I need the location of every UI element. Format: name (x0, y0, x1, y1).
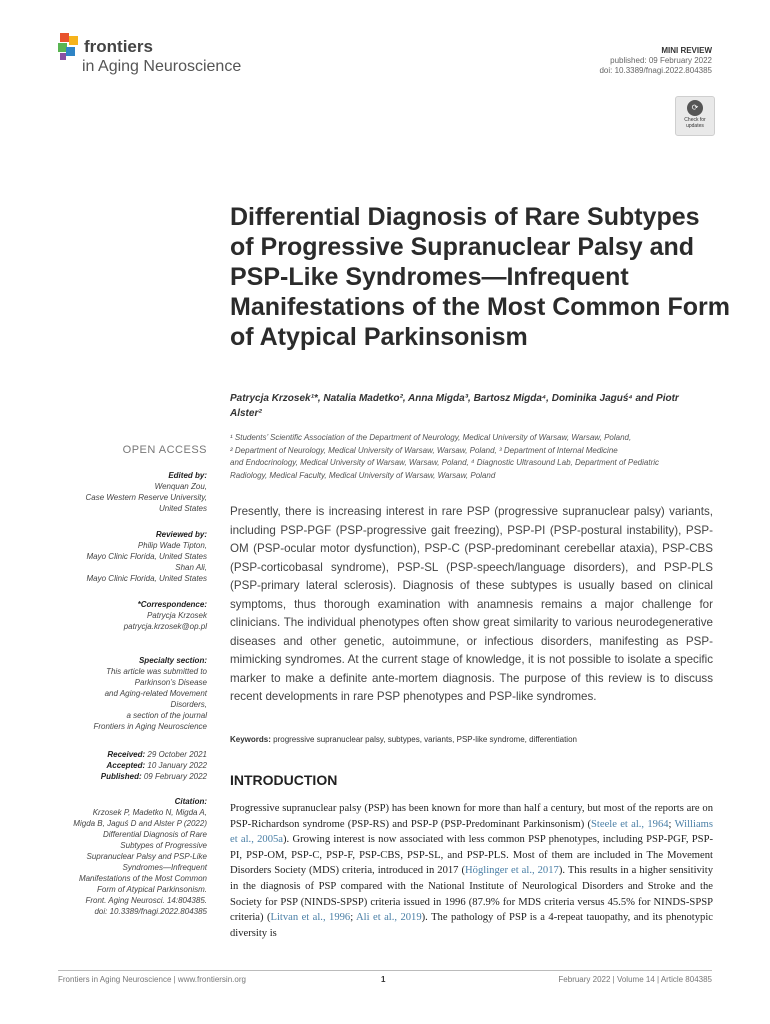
accepted-date (27, 760, 207, 771)
published-date: published: 09 February 2022 (610, 56, 712, 65)
specialty-line: This article was submitted to (106, 667, 207, 676)
editor-line: Wenquan Zou, (154, 482, 207, 491)
citation-link[interactable]: Steele et al., 1964 (591, 818, 669, 830)
affiliations (230, 432, 715, 482)
affiliation-line: ¹ Students’ Scientific Association of the Department of Neurology, Medical University of Warsaw, Warsaw, Poland, (230, 433, 632, 442)
specialty-line: a section of the journal (126, 711, 207, 720)
intro-text-segment: ). Growing interest is now associated with less common PSP phenotypes, including PSP-PGF, PSP-PI, PSP-OM, PSP-C, PSP-F, PSP-CBS, PSP-SL, and PSP-PLS. Most of them are included in The Movement Disorders Society (MDS) criteria, introduced in 2017 ( (230, 834, 713, 877)
citation-link[interactable]: Williams et al., 2005a (230, 818, 714, 846)
keywords (230, 735, 713, 744)
specialty-heading: Specialty section: (138, 656, 207, 665)
affiliation-line: ² Department of Neurology, Medical University of Warsaw, Warsaw, Poland, ³ Department of Internal Medicine (230, 445, 618, 455)
frontiers-logo-icon (58, 33, 80, 61)
doi[interactable]: doi: 10.3389/fnagi.2022.804385 (599, 66, 712, 75)
citation-heading: Citation: (174, 797, 207, 806)
abstract: Presently, there is increasing interest in rare PSP (progressive supranuclear palsy) variants, including PSP-PGF (PSP-progressive gait freezing), PSP-PI (PSP-postural instability), PSP-OM (PSP-ocular motor dysfunction), PSP-C (PSP-predominant cerebellar ataxia), PSP-CBS (PSP-corticobasal syndrome), PSP-SL (PSP-speech/language disorders), and PSP-PLS (PSP-primary lateral sclerosis). Diagnosis of these subtypes is usually based on clinical symptoms, thus thorough examination with anamnesis remains a major challenge for clinicians. The individual phenotypes often show great similarity to various neurodegenerative diseases and other genetic, autoimmune, or infectious disorders, manifesting as PSP-mimicking syndromes. At the current stage of knowledge, it is not possible to isolate a specific marker to make a definite ante-mortem diagnosis. The purpose of this review is to discuss recent developments in rare PSP phenotypes and PSP-like syndromes. (230, 505, 713, 703)
intro-text-segment: Progressive supranuclear palsy (PSP) has been known for more than half a century, but most of the reports are on PSP-Richardson syndrome (PSP-RS) and PSP-P (PSP-Predominant Parkinsonism) ( (230, 803, 713, 830)
correspondence-heading: *Correspondence: (137, 600, 207, 609)
specialty-line: Parkinson’s Disease (134, 678, 207, 687)
citation-line: Manifestations of the Most Common (78, 874, 207, 883)
citation-link[interactable]: Litvan et al., 1996 (270, 912, 351, 924)
citation-line: Differential Diagnosis of Rare (102, 830, 207, 839)
specialty-line: Frontiers in Aging Neuroscience (93, 722, 207, 731)
introduction-heading: INTRODUCTION (230, 772, 338, 788)
citation-section (27, 796, 207, 917)
specialty-line: and Aging-related Movement (104, 689, 207, 698)
accepted-value: 10 January 2022 (145, 761, 207, 770)
reviewer-line: Mayo Clinic Florida, United States (86, 574, 207, 583)
affiliation-line: Radiology, Medical Faculty, Medical University of Warsaw, Warsaw, Poland (230, 470, 496, 480)
correspondence-section (27, 599, 207, 632)
editor-line: Case Western Reserve University, (85, 493, 207, 502)
citation-line: Supranuclear Palsy and PSP-Like (86, 852, 207, 861)
article-meta (599, 46, 712, 76)
dates-section (27, 749, 207, 782)
check-for-updates-button[interactable] (675, 96, 715, 136)
intro-text-segment: ). This results in a higher sensitivity in the diagnosis of PSP compared with the National Institute of Neurological Disorders and Stroke and the Society for PSP (NINDS-SPSP) criteria issued in 1996 (87.9% for MDS criteria versus 45.5% for NINDS-SPSP criteria) ( (230, 865, 713, 924)
footer-issue-info: February 2022 | Volume 14 | Article 804385 (558, 975, 712, 984)
footer-journal-site[interactable]: Frontiers in Aging Neuroscience | www.frontiersin.org (58, 975, 246, 984)
citation-line: Krzosek P, Madetko N, Migda A, (92, 808, 207, 817)
citation-link[interactable]: Ali et al., 2019 (356, 912, 422, 924)
correspondent-name: Patrycja Krzosek (146, 611, 207, 620)
published-value: 09 February 2022 (141, 772, 207, 781)
reviewer-line: Mayo Clinic Florida, United States (86, 552, 207, 561)
correspondent-email[interactable]: patrycja.krzosek@op.pl (123, 622, 207, 631)
citation-line: Front. Aging Neurosci. 14:804385. (85, 896, 207, 905)
keywords-list: progressive supranuclear palsy, subtypes, variants, PSP-like syndrome, differentiation (270, 735, 577, 744)
citation-link[interactable]: Höglinger et al., 2017 (465, 865, 559, 877)
page-number: 1 (381, 975, 386, 984)
intro-text-segment: ; (668, 818, 675, 830)
introduction-text (230, 801, 713, 941)
specialty-line: Disorders, (170, 700, 207, 709)
reviewer-line: Shan Ali, (175, 563, 207, 572)
citation-line: Subtypes of Progressive (120, 841, 207, 850)
intro-text-segment: ; (350, 912, 357, 924)
published-sidebar-date (27, 771, 207, 782)
open-access-label: OPEN ACCESS (122, 444, 207, 456)
citation-doi[interactable]: doi: 10.3389/fnagi.2022.804385 (94, 907, 207, 916)
intro-text-segment: ). The pathology of PSP is a 4-repeat tauopathy, and its phenotypic diversity is (230, 912, 713, 939)
keywords-label: Keywords: (230, 735, 271, 744)
check-updates-icon: ⟳ (687, 100, 703, 116)
received-date (27, 749, 207, 760)
article-title: Differential Diagnosis of Rare Subtypes of Progressive Supranuclear Palsy and PSP-Like Syndromes—Infrequent Manifestations of the Most Common Form of Atypical Parkinsonism (230, 203, 730, 351)
accepted-label: Accepted: (106, 761, 146, 770)
footer-divider (58, 970, 712, 971)
received-label: Received: (107, 750, 146, 759)
received-value: 29 October 2021 (145, 750, 207, 759)
article-type: MINI REVIEW (661, 46, 712, 55)
reviewer-line: Philip Wade Tipton, (137, 541, 207, 550)
editor-line: United States (158, 504, 207, 513)
journal-name: in Aging Neuroscience (82, 58, 242, 75)
brand-name: frontiers (84, 37, 153, 56)
published-label: Published: (100, 772, 142, 781)
reviewed-by-section (27, 529, 207, 584)
author-list: Patrycja Krzosek¹*, Natalia Madetko², Anna Migda³, Bartosz Migda⁴, Dominika Jaguś⁴ and Piotr Alster² (230, 393, 679, 419)
edited-by-heading: Edited by: (168, 471, 207, 480)
check-for-label: Check for (684, 117, 706, 123)
citation-line: Syndromes—Infrequent (122, 863, 207, 872)
edited-by-section (27, 470, 207, 514)
citation-line: Migda B, Jaguś D and Alster P (2022) (73, 819, 207, 828)
reviewed-by-heading: Reviewed by: (155, 530, 207, 539)
specialty-section (27, 655, 207, 732)
citation-line: Form of Atypical Parkinsonism. (97, 885, 207, 894)
affiliation-line: and Endocrinology, Medical University of Warsaw, Warsaw, Poland, ⁴ Diagnostic Ultrasound Lab, Department of Pediatric (230, 458, 660, 467)
updates-label: updates (686, 123, 704, 129)
